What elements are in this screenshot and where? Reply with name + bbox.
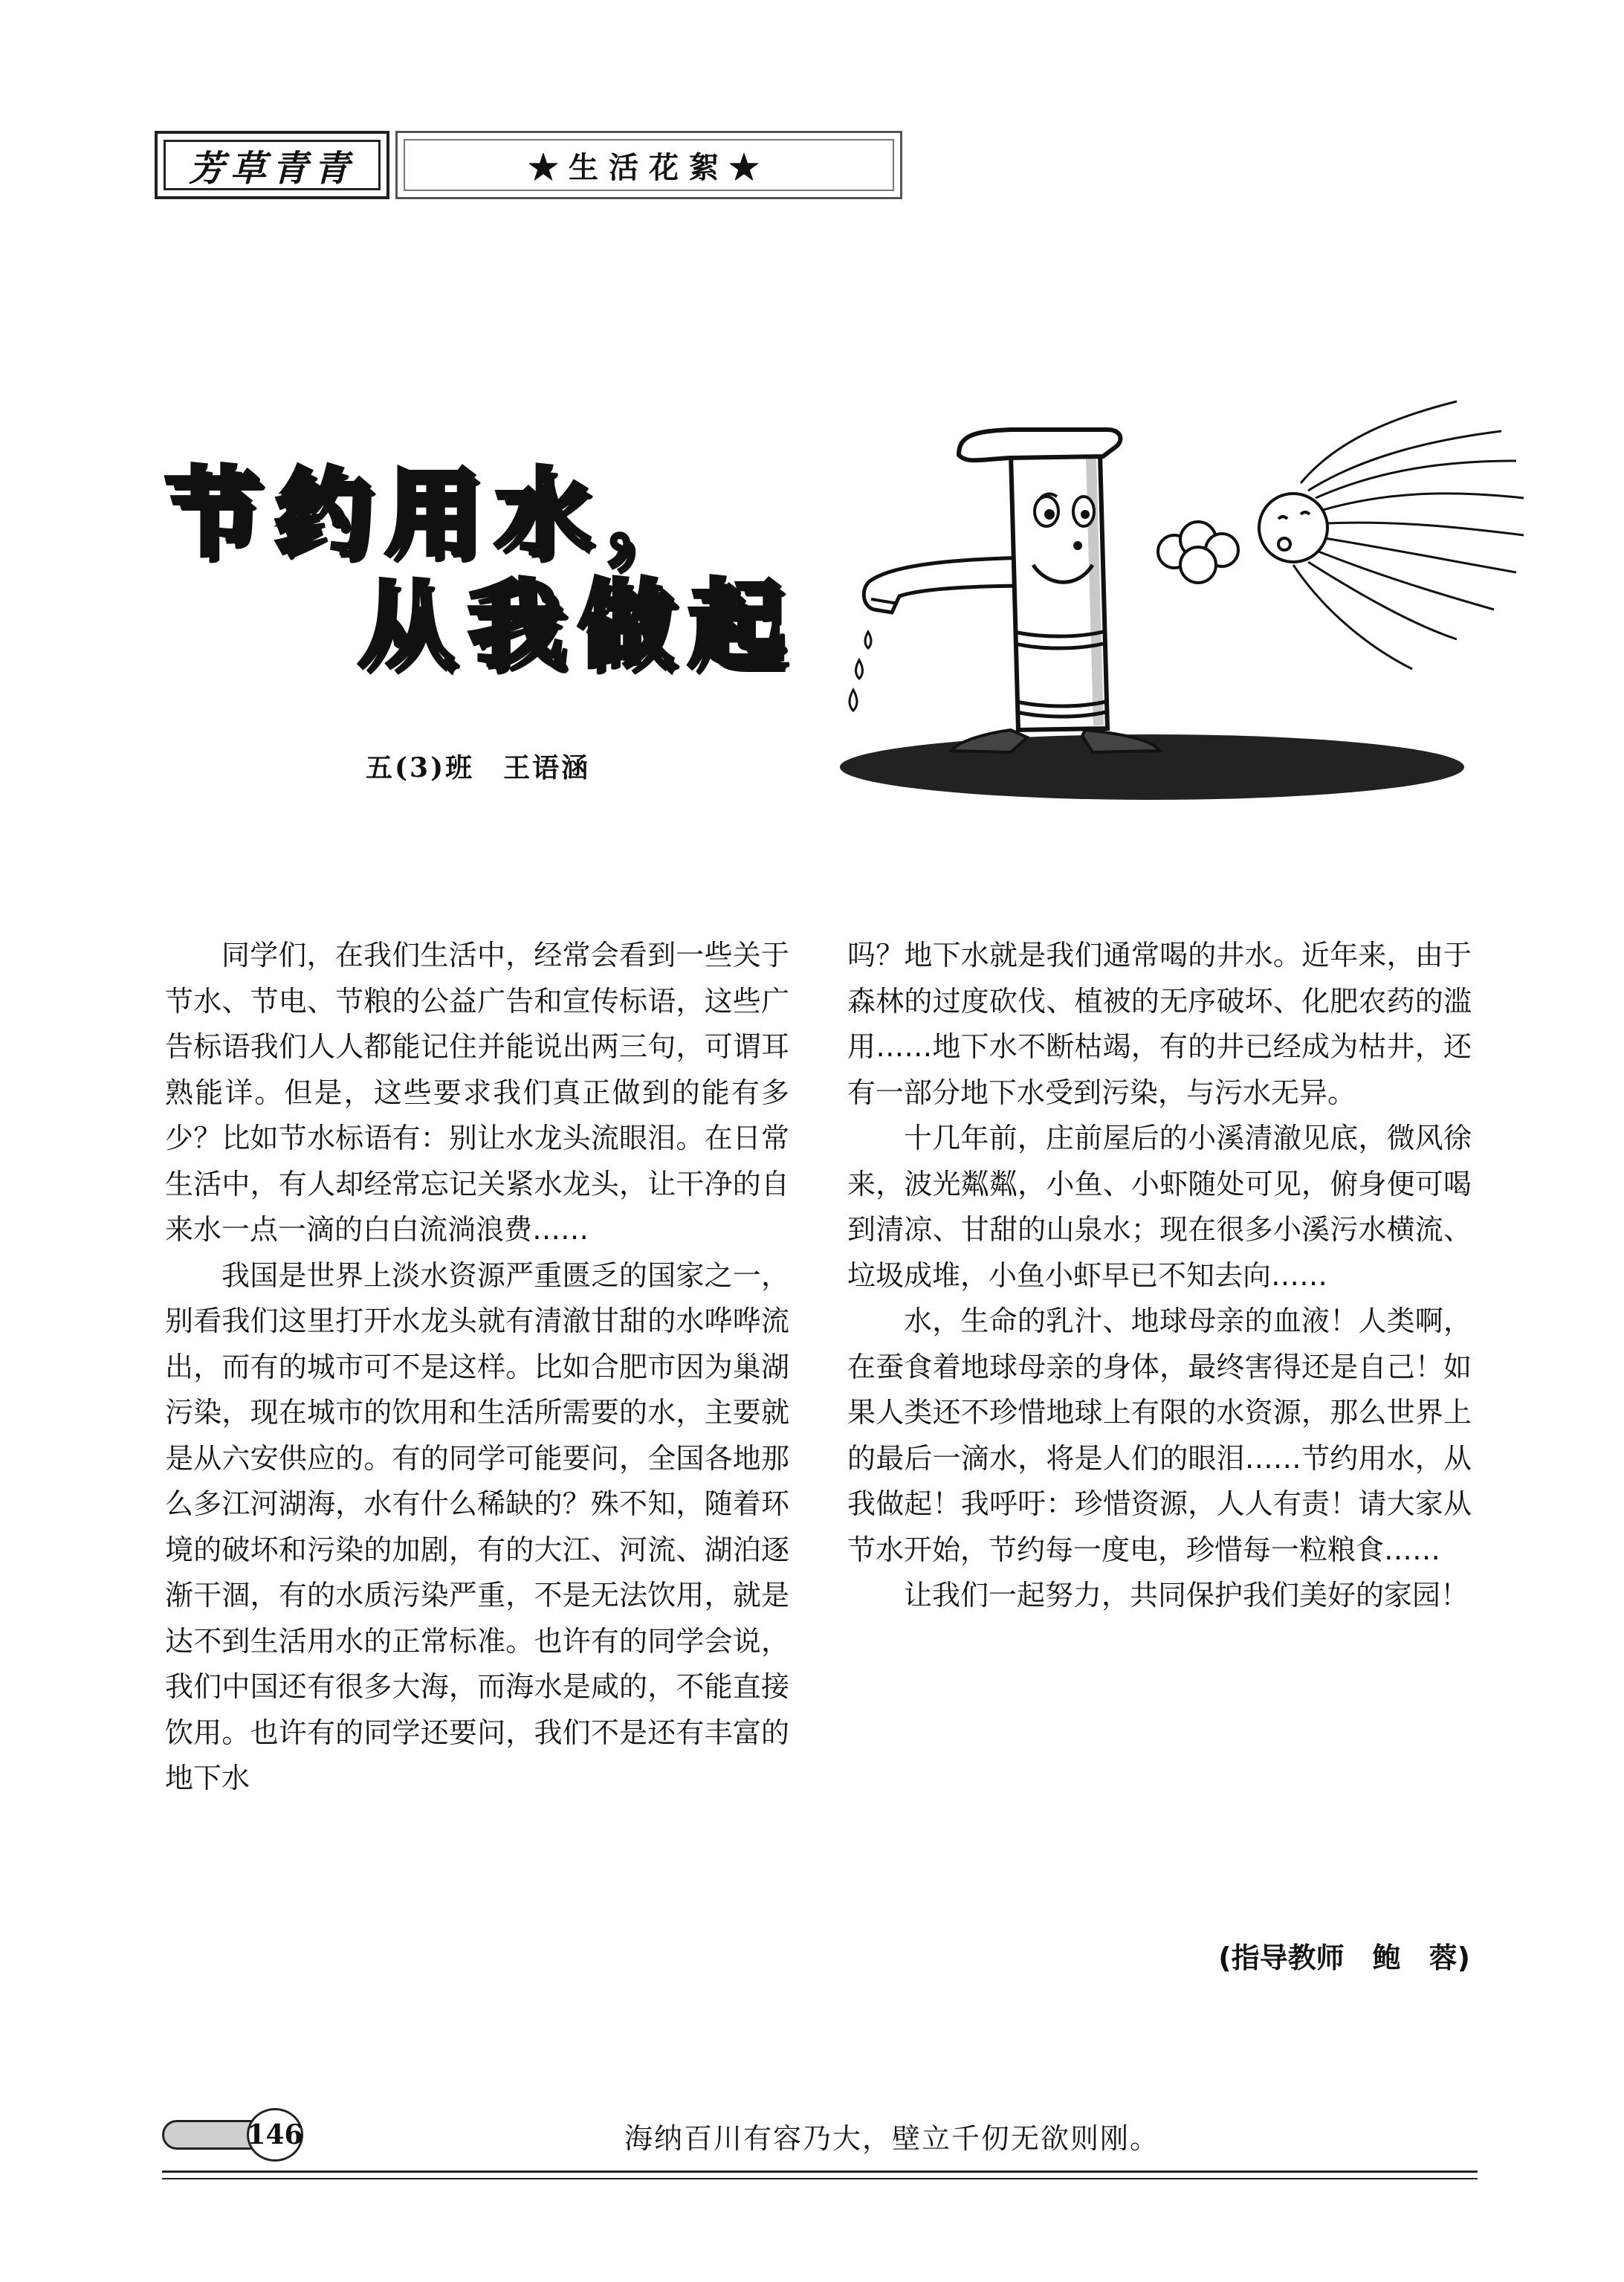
wind-face-icon	[1259, 401, 1524, 669]
footer-rule	[162, 2171, 1478, 2173]
footer-motto: 海纳百川有容乃大，壁立千仞无欲则刚。	[624, 2122, 1160, 2155]
paragraph-4: 水，生命的乳汁、地球母亲的血液！人类啊，在蚕食着地球母亲的身体，最终害得还是自己！如果人类还不珍惜地球上有限的水资源，那么世界上的最后一滴水，将是人们的眼泪……节约用水，从我做起！我呼吁：珍惜资源，人人有责！请大家从节水开始，节约每一度电，珍惜每一粒粮食……	[847, 1305, 1472, 1566]
section-header-box	[395, 131, 902, 199]
article-body-right-column	[847, 933, 1472, 1619]
section-name: ★生活花絮★	[404, 139, 894, 191]
faucet-character-icon	[788, 387, 1561, 803]
article-author: 五(3)班 王语涵	[366, 752, 591, 783]
article-title-line-2: 从我做起	[358, 570, 799, 681]
paragraph-1: 同学们，在我们生活中，经常会看到一些关于节水、节电、节粮的公益广告和宣传标语，这些广告标语我们人人都能记住并能说出两三句，可谓耳熟能详。但是，这些要求我们真正做到的能有多少？比如节水标语有：别让水龙头流眼泪。在日常生活中，有人却经常忘记关紧水龙头，让干净的自来水一点一滴的白白流淌浪费……	[165, 939, 789, 1246]
puff-cloud	[1158, 522, 1238, 583]
paragraph-2: 我国是世界上淡水资源严重匮乏的国家之一，别看我们这里打开水龙头就有清澈甘甜的水哗哗流出，而有的城市可不是这样。比如合肥市因为巢湖污染，现在城市的饮用和生活所需要的水，主要就是从六安供应的。有的同学可能要问，全国各地那么多江河湖海，水有什么稀缺的？殊不知，随着环境的破坏和污染的加剧，有的大江、河流、湖泊逐渐干涸，有的水质污染严重，不是无法饮用，就是达不到生活用水的正常标准。也许有的同学会说，我们中国还有很多大海，而海水是咸的，不能直接饮用。也许有的同学还要问，我们不是还有丰富的地下水	[165, 1258, 789, 1794]
column-name: 芳草青青	[164, 140, 381, 190]
footer-rule-thin	[162, 2178, 1478, 2179]
teacher-credit: (指导教师 鲍 蓉)	[1218, 1942, 1470, 1974]
page-number: 146	[247, 2108, 303, 2162]
paragraph-3: 十几年前，庄前屋后的小溪清澈见底，微风徐来，波光粼粼，小鱼、小虾随处可见，俯身便可喝到清凉、甘甜的山泉水；现在很多小溪污水横流、垃圾成堆，小鱼小虾早已不知去向……	[847, 1122, 1472, 1292]
paragraph-5: 让我们一起努力，共同保护我们美好的家园！	[904, 1579, 1469, 1612]
column-header-box	[155, 131, 389, 199]
article-body-left-column	[165, 933, 789, 1802]
article-title-line-1: 节约用水，	[165, 459, 716, 569]
paragraph-2-continued: 吗？地下水就是我们通常喝的井水。近年来，由于森林的过度砍伐、植被的无序破坏、化肥农药的滥用……地下水不断枯竭，有的井已经成为枯井，还有一部分地下水受到污染，与污水无异。	[847, 939, 1472, 1109]
